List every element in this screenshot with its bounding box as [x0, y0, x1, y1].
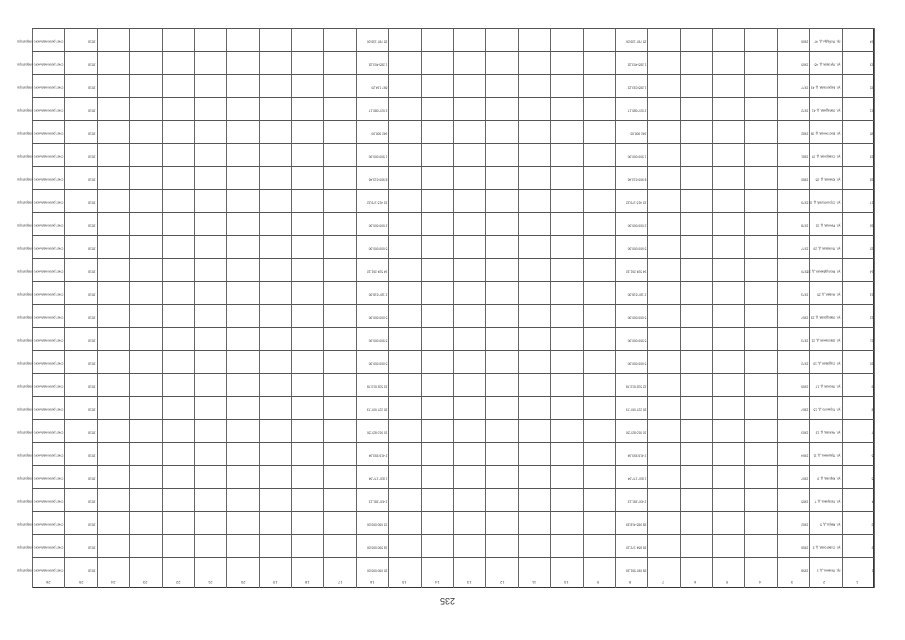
table-cell-note: Счет регионального оператора: [17, 177, 64, 182]
table-cell-year: 1978: [801, 223, 809, 228]
column-number: 22: [175, 580, 181, 585]
table-cell-addr: ул. Школьная, д. 21: [811, 338, 841, 343]
table-cell-amount: 34 524 261,32: [366, 269, 388, 274]
table-cell-n: 15: [869, 246, 873, 251]
column-number: 20: [240, 580, 245, 585]
table-cell-year: 1977: [801, 85, 809, 90]
table-cell-n: 18: [869, 177, 873, 182]
column-number: 21: [208, 580, 213, 585]
table-cell-addr: ул. Садовая, д. 19: [813, 361, 841, 366]
table-cell-year2: 2018: [88, 361, 96, 366]
table-cell-amount: 1 837 177,04: [368, 476, 388, 481]
table-cell-amount: 342 000,00: [371, 131, 388, 136]
column-number: 13: [467, 580, 472, 585]
column-number: 3: [791, 580, 794, 585]
table-row: [17, 488, 874, 512]
table-cell-addr: ул. Северная, д. 37: [811, 154, 841, 159]
table-row: [17, 327, 874, 351]
table-cell-year: 1981: [801, 154, 809, 159]
table-cell-amount: 1 285 403,32: [368, 62, 388, 67]
column-number: 15: [402, 580, 407, 585]
table-cell-total: 2 187 618,00: [627, 292, 647, 297]
table-cell-total: 2 000 000,00: [627, 223, 647, 228]
column-number: 4: [758, 580, 761, 585]
column-number: 12: [499, 580, 505, 585]
table-cell-year2: 2018: [88, 177, 96, 182]
table-cell-total: 26 854 172,10: [625, 545, 647, 550]
table-cell-note: Счет регионального оператора: [17, 315, 64, 320]
page-number: 235: [440, 596, 456, 606]
table-cell-total: 5 500 000,00: [627, 338, 647, 343]
table-row: [17, 28, 874, 52]
table-cell-n: 21: [869, 108, 873, 113]
table-cell-total: 20 227 007,73: [625, 407, 647, 412]
table-row: [17, 212, 874, 236]
table-cell-n: 19: [869, 154, 873, 159]
table-cell-year: 1970: [801, 269, 809, 274]
table-cell-addr: ул. Западная, д. 41: [812, 108, 841, 113]
table-cell-note: Счет регионального оператора: [17, 85, 64, 90]
table-cell-total: 5 000 000,00: [627, 246, 647, 251]
column-number: 26: [46, 580, 51, 585]
table-cell-note: Счет регионального оператора: [17, 154, 64, 159]
table-cell-note: Счет регионального оператора: [17, 246, 64, 251]
table-row: [17, 465, 874, 489]
table-cell-n: 5: [871, 476, 873, 481]
table-cell-total: 2 437 281,13: [627, 499, 647, 504]
table-cell-year2: 2018: [88, 200, 96, 205]
column-number: 17: [337, 580, 343, 585]
table-cell-amount: 15 000 000,00: [366, 522, 388, 527]
table-cell-amount: 25 787 139,00: [366, 39, 388, 44]
table-cell-amount: 5 500 000,00: [368, 338, 388, 343]
table-cell-n: 20: [869, 131, 873, 136]
column-number: 5: [726, 580, 729, 585]
table-cell-n: 22: [869, 85, 873, 90]
table-cell-addr: пр. Ленина, д. 1: [817, 568, 841, 573]
table-cell-amount: 2 000 000,00: [368, 223, 388, 228]
table-cell-note: Счет регионального оператора: [17, 499, 64, 504]
table-cell-year2: 2018: [88, 292, 96, 297]
table-cell-amount: 2 027 080,17: [368, 108, 388, 113]
table-row: [17, 304, 874, 328]
column-number: 19: [272, 580, 278, 585]
table-cell-note: Счет регионального оператора: [17, 223, 64, 228]
table-cell-note: Счет регионального оператора: [17, 292, 64, 297]
column-number: 11: [531, 580, 537, 585]
table-row: [17, 235, 874, 259]
table-cell-total: 2 027 080,17: [627, 108, 647, 113]
table-row: [17, 166, 874, 190]
column-number: 25: [78, 580, 84, 585]
column-number: 10: [564, 580, 569, 585]
table-row: [17, 419, 874, 443]
table-cell-addr: ул. Восточная, д. 39: [810, 131, 841, 136]
table-cell-n: 1: [871, 568, 873, 573]
table-cell-amount: 2 187 618,00: [368, 292, 388, 297]
table-cell-year: 1977: [801, 246, 809, 251]
table-cell-amount: 20 227 007,73: [366, 407, 388, 412]
table-cell-year: 1965: [801, 499, 809, 504]
table-cell-note: Счет регионального оператора: [17, 131, 64, 136]
table-cell-year: 1967: [801, 407, 809, 412]
table-cell-n: 2: [871, 545, 873, 550]
table-cell-year2: 2018: [88, 269, 96, 274]
table-cell-amount: 5 000 000,00: [368, 315, 388, 320]
table-cell-year2: 2018: [88, 39, 96, 44]
table-cell-year: 1966: [801, 39, 809, 44]
document-table: [17, 28, 874, 585]
table-cell-year2: 2018: [88, 568, 96, 573]
table-cell-addr: ул. Заводская, д. 23: [811, 315, 841, 320]
column-divider: [874, 28, 875, 588]
table-cell-total: 28 087 561,26: [625, 568, 647, 573]
table-cell-addr: ул. Луговая, д. 45: [814, 62, 841, 67]
table-cell-addr: ул. Новая, д. 25: [817, 292, 841, 297]
table-cell-total: 1 500 000,00: [627, 154, 647, 159]
table-row: [17, 442, 874, 466]
column-number: 16: [370, 580, 375, 585]
table-cell-year: 1980: [801, 177, 809, 182]
column-number: 14: [434, 580, 440, 585]
table-cell-year: 1972: [801, 108, 809, 113]
column-number: 1: [855, 580, 859, 585]
table-cell-note: Счет регионального оператора: [17, 338, 64, 343]
table-cell-total: 5 000 000,00: [627, 361, 647, 366]
table-row: [17, 120, 874, 144]
column-number: 2: [823, 580, 826, 585]
table-cell-total: 5 000 000,00: [627, 315, 647, 320]
table-cell-n: 6: [871, 453, 873, 458]
table-cell-amount: 18 500 000,00: [366, 545, 388, 550]
table-cell-year2: 2018: [88, 430, 96, 435]
table-cell-year2: 2018: [88, 407, 96, 412]
column-number: 8: [629, 580, 632, 585]
table-cell-year2: 2018: [88, 85, 96, 90]
table-cell-total: 2 416 993,34: [627, 453, 647, 458]
table-cell-year: 1964: [801, 453, 809, 458]
table-cell-year: 1967: [801, 476, 809, 481]
table-cell-n: 24: [869, 39, 873, 44]
table-cell-n: 9: [871, 384, 873, 389]
table-cell-n: 17: [869, 200, 873, 205]
table-cell-year: 1962: [801, 522, 809, 527]
table-cell-total: 342 000,00: [630, 131, 647, 136]
table-cell-addr: ул. Молодёжная, д. 27: [807, 269, 841, 274]
table-cell-amount: 10 910 827,50: [366, 430, 388, 435]
table-cell-addr: ул. Кирова, д. 9: [817, 476, 841, 481]
table-cell-year2: 2018: [88, 338, 96, 343]
table-cell-total: 1 285 403,32: [627, 62, 647, 67]
table-cell-n: 14: [869, 269, 873, 274]
table-cell-total: 22 415 179,22: [625, 200, 647, 205]
table-cell-addr: ул. Лесная, д. 17: [815, 384, 841, 389]
table-row: [17, 511, 874, 535]
column-number: 7: [661, 580, 664, 585]
table-cell-amount: 2 416 993,34: [368, 453, 388, 458]
table-cell-note: Счет регионального оператора: [17, 384, 64, 389]
table-cell-year2: 2018: [88, 131, 96, 136]
column-number: 18: [305, 580, 310, 585]
table-cell-note: Счет регионального оператора: [17, 108, 64, 113]
table-cell-year2: 2018: [88, 453, 96, 458]
table-cell-year2: 2018: [88, 499, 96, 504]
table-row: [17, 189, 874, 213]
table-cell-total: 28 965 418,39: [625, 522, 647, 527]
table-cell-amount: 22 415 179,22: [366, 200, 388, 205]
table-cell-n: 23: [869, 62, 873, 67]
table-cell-n: 4: [871, 499, 873, 504]
table-cell-total: 34 524 261,32: [625, 269, 647, 274]
table-cell-total: 22 532 613,78: [625, 384, 647, 389]
table-cell-note: Счет регионального оператора: [17, 62, 64, 67]
table-cell-year: 1972: [801, 361, 809, 366]
table-cell-addr: ул. Пушкина, д. 11: [813, 453, 841, 458]
table-cell-n: 7: [871, 430, 873, 435]
table-cell-n: 11: [869, 338, 873, 343]
table-cell-addr: ул. Южная, д. 35: [815, 177, 841, 182]
table-cell-note: Счет регионального оператора: [17, 407, 64, 412]
table-cell-amount: 5 000 000,00: [368, 361, 388, 366]
table-cell-year2: 2018: [88, 384, 96, 389]
table-row: [17, 258, 874, 282]
table-cell-addr: ул. Полевая, д. 29: [813, 246, 841, 251]
table-cell-total: 1 285 033,22: [627, 85, 647, 90]
table-cell-total: 25 787 139,00: [625, 39, 647, 44]
table-cell-total: 8 900 613,46: [627, 177, 647, 182]
table-cell-n: 3: [871, 522, 873, 527]
table-cell-amount: 8 900 613,46: [368, 177, 388, 182]
table-row: [17, 74, 874, 98]
table-cell-amount: 22 532 613,78: [366, 384, 388, 389]
table-cell-amount: 5 000 000,00: [368, 246, 388, 251]
table-cell-note: Счет регионального оператора: [17, 522, 64, 527]
table-cell-year: 1973: [801, 292, 809, 297]
table-cell-addr: ул. Горького, д. 15: [813, 407, 841, 412]
table-row: [17, 97, 874, 121]
column-number: 6: [693, 580, 697, 585]
table-cell-addr: ул. Мира, д. 5: [820, 522, 841, 527]
table-cell-amount: 2 437 281,13: [368, 499, 388, 504]
table-row: [17, 143, 874, 167]
table-cell-year: 1982: [801, 131, 809, 136]
table-cell-note: Счет регионального оператора: [17, 361, 64, 366]
table-cell-note: Счет регионального оператора: [17, 568, 64, 573]
table-cell-total: 1 837 177,04: [627, 476, 647, 481]
table-cell-year2: 2018: [88, 315, 96, 320]
table-cell-n: 13: [869, 292, 873, 297]
table-cell-year2: 2018: [88, 246, 96, 251]
table-cell-addr: ул. Гагарина, д. 7: [814, 499, 841, 504]
table-row: [17, 51, 874, 75]
table-cell-note: Счет регионального оператора: [17, 453, 64, 458]
table-cell-note: Счет регионального оператора: [17, 476, 64, 481]
table-cell-addr: ул. Советская, д. 3: [812, 545, 841, 550]
table-row: [17, 557, 874, 581]
table-row: [17, 350, 874, 374]
table-cell-n: 8: [871, 407, 873, 412]
table-cell-year: 1967: [801, 315, 809, 320]
table-cell-year2: 2018: [88, 522, 96, 527]
table-cell-addr: ул. Береговая, д. 43: [811, 85, 841, 90]
table-row: [17, 373, 874, 397]
table-cell-total: 10 910 827,50: [625, 430, 647, 435]
table-row: [17, 534, 874, 558]
table-cell-note: Счет регионального оператора: [17, 200, 64, 205]
table-cell-amount: 1 500 000,00: [368, 154, 388, 159]
table-cell-year2: 2018: [88, 108, 96, 113]
table-row: [17, 396, 874, 420]
table-cell-year: 1966: [801, 545, 809, 550]
table-cell-addr: пр. Победы, д. 47: [814, 39, 841, 44]
column-number: 23: [143, 580, 148, 585]
table-cell-year2: 2018: [88, 154, 96, 159]
table-cell-year: 1958: [801, 568, 809, 573]
table-cell-note: Счет регионального оператора: [17, 545, 64, 550]
table-cell-year: 1969: [801, 384, 809, 389]
table-cell-year2: 2018: [88, 223, 96, 228]
column-number: 24: [110, 580, 116, 585]
table-cell-year2: 2018: [88, 62, 96, 67]
table-cell-year: 1965: [801, 62, 809, 67]
table-cell-addr: ул. Речная, д. 31: [815, 223, 841, 228]
table-cell-year: 1973: [801, 338, 809, 343]
table-cell-amount: 697 134,20: [371, 85, 388, 90]
table-row: [17, 281, 874, 305]
table-cell-year: 1979: [801, 200, 809, 205]
table-cell-year: 1963: [801, 430, 809, 435]
column-number: 9: [596, 580, 599, 585]
table-cell-addr: ул. Чехова, д. 13: [815, 430, 841, 435]
table-cell-year2: 2018: [88, 545, 96, 550]
table-cell-amount: 20 000 000,00: [366, 568, 388, 573]
table-cell-note: Счет регионального оператора: [17, 39, 64, 44]
table-cell-note: Счет регионального оператора: [17, 430, 64, 435]
table-cell-addr: ул. Строителей, д. 33: [808, 200, 841, 205]
table-cell-n: 10: [869, 361, 873, 366]
table-cell-year2: 2018: [88, 476, 96, 481]
table-cell-n: 12: [869, 315, 873, 320]
table-cell-n: 16: [869, 223, 873, 228]
table-cell-note: Счет регионального оператора: [17, 269, 64, 274]
